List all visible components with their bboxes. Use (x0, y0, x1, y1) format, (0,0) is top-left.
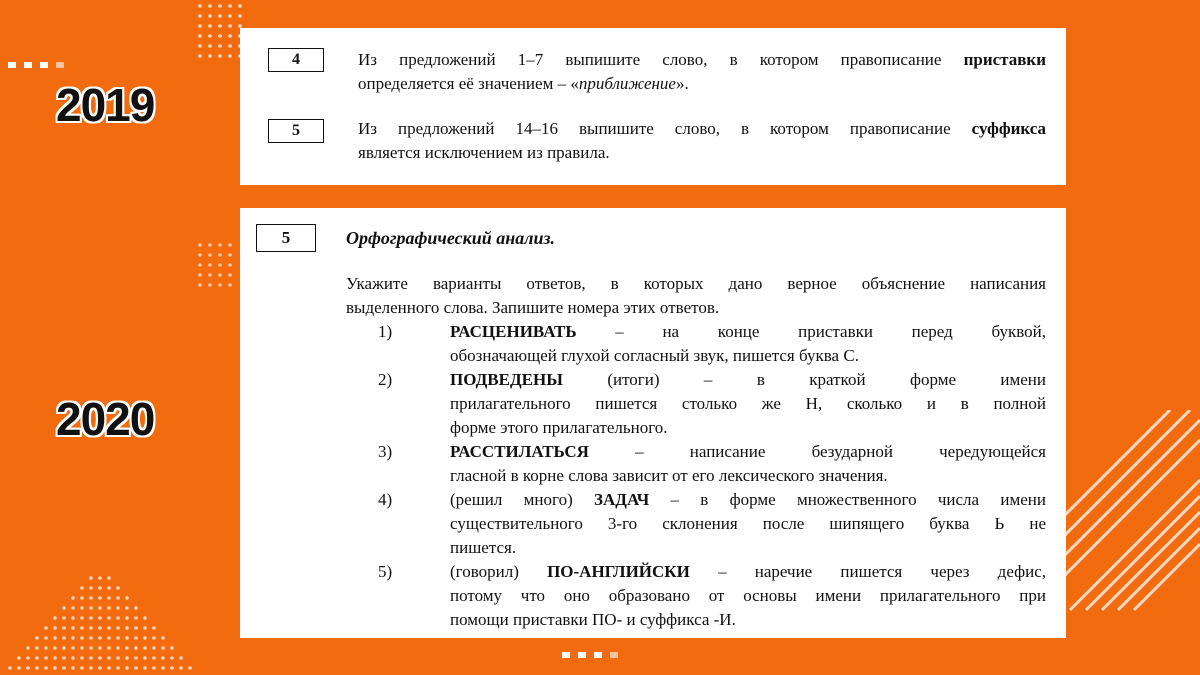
task-5-line2: является исключением из правила. (358, 143, 610, 162)
option-4-line2: существительного 3-го склонения после шипящего буква Ь не (450, 514, 1046, 533)
instruction-line2: выделенного слова. Запишите номера этих ответов. (346, 298, 720, 317)
dot-triangle-bottom-left (0, 570, 200, 675)
option-3-post: – написание безударной чередующейся (588, 442, 1046, 461)
option-2-line3: форме этого прилагательного. (450, 418, 668, 437)
instruction-line1: Укажите варианты ответов, в которых дано верное объяснение написания (346, 274, 1046, 293)
task-4-keyword: приставки (963, 50, 1046, 69)
option-1-word: РАСЦЕНИВАТЬ (450, 322, 577, 341)
dot-grid-mid-left (195, 240, 240, 290)
dot-grid-top-left (0, 0, 260, 70)
option-2-number: 2) (378, 370, 393, 389)
option-1-line1 (450, 320, 1046, 344)
option-5-line3: помощи приставки ПО- и суффикса -И. (450, 610, 736, 629)
option-3-word: РАССТИЛАТЬСЯ (450, 442, 589, 461)
task-2020-number-box: 5 (256, 224, 316, 252)
option-4-post: – в форме множественного числа имени (649, 490, 1046, 509)
option-3-number: 3) (378, 442, 393, 461)
year-2019-label: 2019 (56, 79, 155, 131)
task-5-line1 (358, 117, 1046, 141)
option-4-line1 (450, 488, 1046, 512)
card-2019 (240, 28, 1066, 185)
option-3-line1 (450, 440, 1046, 464)
option-4-word: ЗАДАЧ (594, 490, 650, 509)
task-4-line2-pre: определяется её значением – « (358, 74, 579, 93)
option-2-word: ПОДВЕДЕНЫ (450, 370, 563, 389)
task-4-line2 (358, 72, 1046, 96)
task-4-line1 (358, 48, 1046, 72)
option-4-number: 4) (378, 490, 393, 509)
task-5-keyword: суффикса (971, 119, 1047, 138)
task-5-line1-text: Из предложений 14–16 выпишите слово, в котором правописание (358, 119, 951, 138)
option-1-number: 1) (378, 322, 393, 341)
task-2020-heading (346, 226, 555, 250)
option-1-line2: обозначающей глухой согласный звук, пишется буква С. (450, 346, 859, 365)
option-5-line1 (450, 560, 1046, 584)
task-5-number-box: 5 (268, 119, 324, 143)
card-2020 (240, 208, 1066, 638)
option-5-post: – наречие пишется через дефис, (689, 562, 1046, 581)
diagonal-stripes-right (1060, 410, 1200, 620)
option-4-line3: пишется. (450, 538, 517, 557)
dash-row-left (8, 62, 78, 72)
option-5-word: ПО-АНГЛИЙСКИ (547, 562, 690, 581)
option-1-post: – на конце приставки перед буквой, (576, 322, 1046, 341)
option-5-pre: (говорил) (450, 562, 548, 581)
dash-row-bottom (562, 652, 642, 662)
task-4-number-box: 4 (268, 48, 324, 72)
task-4-line2-post: ». (675, 74, 689, 93)
year-2020-label: 2020 (56, 393, 155, 445)
option-2-line2: прилагательного пишется столько же Н, сколько и в полной (450, 394, 1046, 413)
option-2-line1 (450, 368, 1046, 392)
option-4-pre: (решил много) (450, 490, 595, 509)
task-4-line2-italic: приближение (578, 74, 676, 93)
option-3-line2: гласной в корне слова зависит от его лексического значения. (450, 466, 888, 485)
option-2-post: (итоги) – в краткой форме имени (562, 370, 1046, 389)
task-2020-heading-text: Орфографический анализ. (346, 228, 556, 248)
option-5-number: 5) (378, 562, 393, 581)
task-4-line1-text: Из предложений 1–7 выпишите слово, в котором правописание (358, 50, 942, 69)
option-5-line2: потому что оно образовано от основы имени прилагательного при (450, 586, 1046, 605)
